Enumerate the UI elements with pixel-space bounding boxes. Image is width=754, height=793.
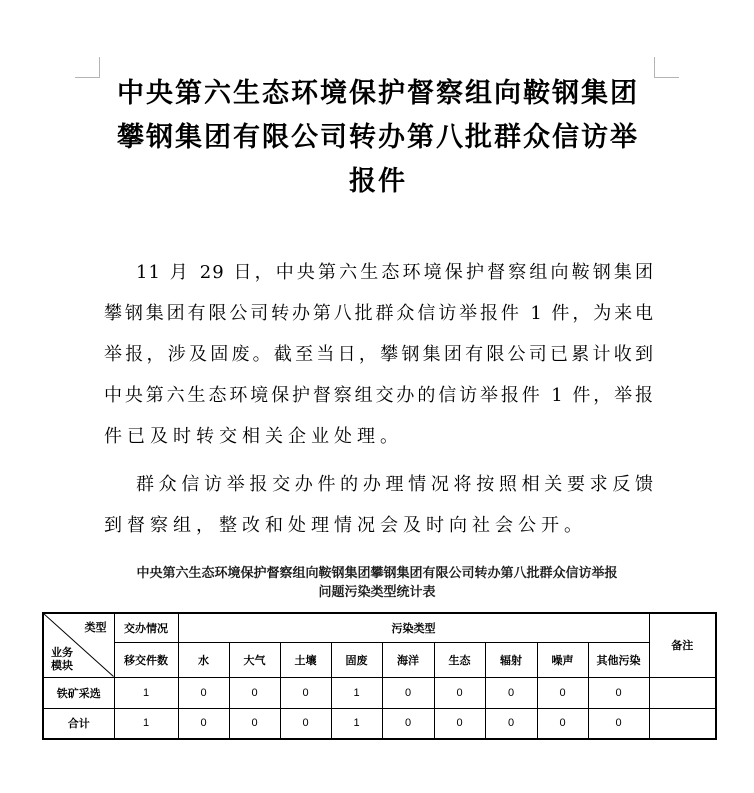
body-text-line: 中央第六生态环境保护督察组交办的信访举报件 1 件，举报 [104, 385, 654, 406]
value-cell: 0 [229, 708, 280, 739]
header-assignment-status: 交办情况 [114, 613, 178, 642]
row-label-cell: 合计 [43, 708, 114, 739]
corner-label-line: 模块 [51, 659, 73, 672]
corner-label-line: 业务 [51, 646, 73, 659]
value-cell: 1 [331, 708, 382, 739]
value-cell: 0 [537, 708, 588, 739]
corner-label-business-module [51, 647, 73, 673]
table-row-total [43, 708, 716, 739]
subheader-noise: 噪声 [537, 642, 588, 677]
value-cell: 0 [588, 677, 649, 708]
value-cell: 0 [588, 708, 649, 739]
title-line: 攀钢集团有限公司转办第八批群众信访举 [117, 122, 639, 153]
value-cell: 1 [114, 708, 178, 739]
table-caption [0, 563, 754, 601]
value-cell: 0 [537, 677, 588, 708]
subheader-transferred-count: 移交件数 [114, 642, 178, 677]
remark-cell [649, 708, 716, 739]
subheader-soil: 土壤 [280, 642, 331, 677]
table-corner-cell [43, 613, 114, 677]
value-cell: 0 [382, 708, 434, 739]
value-cell: 0 [280, 708, 331, 739]
value-cell: 0 [434, 677, 485, 708]
body-text-line: 到督察组，整改和处理情况会及时向社会公开。 [104, 515, 587, 536]
value-cell: 0 [178, 677, 229, 708]
header-pollution-type: 污染类型 [178, 613, 649, 642]
subheader-radiation: 辐射 [485, 642, 537, 677]
value-cell: 1 [114, 677, 178, 708]
row-label-cell: 铁矿采选 [43, 677, 114, 708]
corner-label-type: 类型 [84, 622, 107, 634]
subheader-solid-waste: 固废 [331, 642, 382, 677]
pollution-type-statistics-table [42, 612, 717, 740]
title-line: 报件 [349, 166, 407, 197]
header-remark: 备注 [649, 613, 716, 677]
body-text-line: 举报，涉及固废。截至当日，攀钢集团有限公司已累计收到 [104, 344, 654, 365]
body-paragraph-1 [104, 252, 654, 457]
subheader-other-pollution: 其他污染 [588, 642, 649, 677]
body-text-line: 件已及时转交相关企业处理。 [104, 426, 403, 447]
body-text-line: 11 月 29 日，中央第六生态环境保护督察组向鞍钢集团 [136, 262, 654, 283]
table-row-iron-ore-mining [43, 677, 716, 708]
value-cell: 0 [178, 708, 229, 739]
value-cell: 0 [434, 708, 485, 739]
table-caption-line: 中央第六生态环境保护督察组向鞍钢集团攀钢集团有限公司转办第八批群众信访举报 [136, 565, 618, 580]
value-cell: 0 [280, 677, 331, 708]
subheader-water: 水 [178, 642, 229, 677]
body-text-line: 攀钢集团有限公司转办第八批群众信访举报件 1 件，为来电 [104, 303, 654, 324]
body-text-line: 群众信访举报交办件的办理情况将按照相关要求反馈 [136, 474, 654, 495]
remark-cell [649, 677, 716, 708]
body-paragraph-2 [104, 464, 654, 546]
subheader-ocean: 海洋 [382, 642, 434, 677]
margin-crop-mark-right [654, 57, 679, 78]
value-cell: 1 [331, 677, 382, 708]
title-line: 中央第六生态环境保护督察组向鞍钢集团 [117, 78, 639, 109]
subheader-ecology: 生态 [434, 642, 485, 677]
margin-crop-mark-left [75, 57, 100, 78]
value-cell: 0 [229, 677, 280, 708]
subheader-air: 大气 [229, 642, 280, 677]
value-cell: 0 [485, 708, 537, 739]
value-cell: 0 [485, 677, 537, 708]
value-cell: 0 [382, 677, 434, 708]
table-caption-line: 问题污染类型统计表 [318, 584, 436, 599]
document-title [100, 72, 656, 204]
